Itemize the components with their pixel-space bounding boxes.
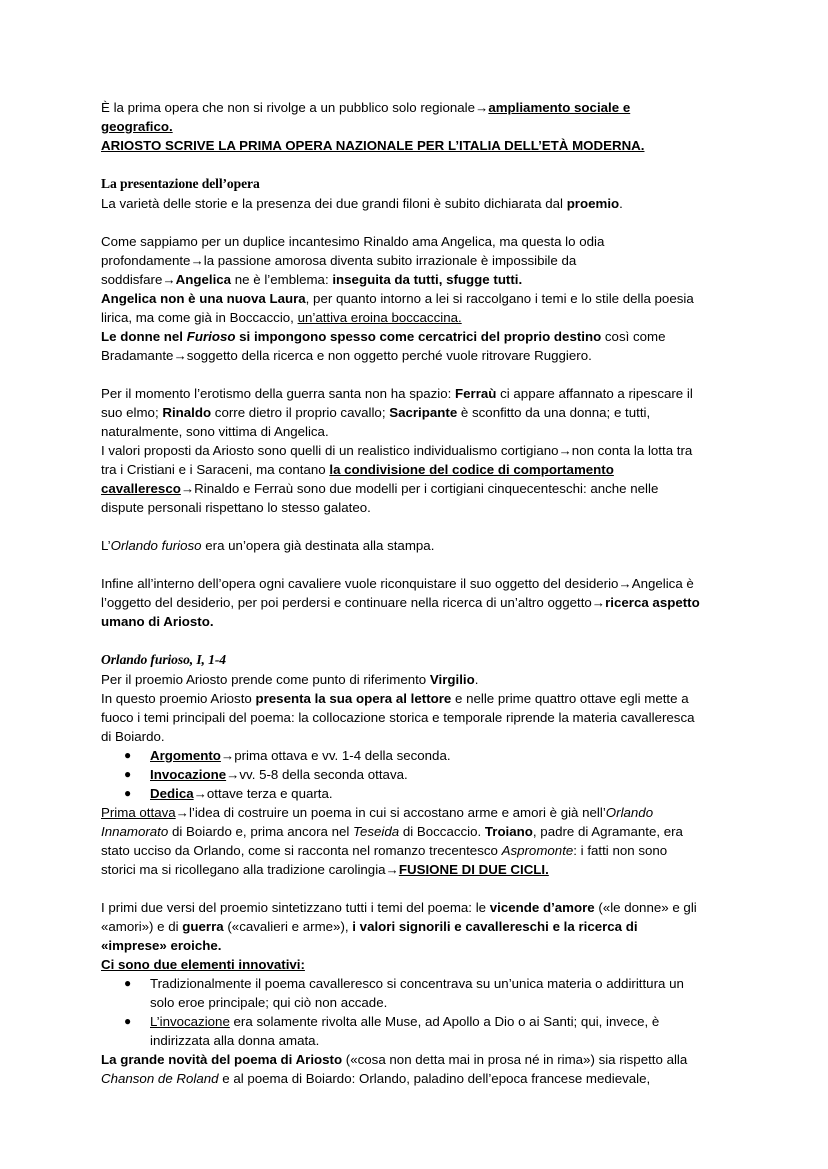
emphasis: La grande novità del poema di Ariosto [101,1052,343,1067]
list-item [150,784,333,803]
paragraph-line: dispute personali rispettano lo stesso galateo. [101,500,371,515]
text-run: era un’opera già destinata alla stampa. [201,538,435,553]
emphasis: Virgilio [429,672,475,687]
paragraph-line [101,803,653,822]
emphasis: Troiano [484,824,533,839]
text-run: →prima ottava e vv. 1-4 della seconda. [220,748,451,763]
text-run: tra i Cristiani e i Saraceni, ma contano [101,462,330,477]
intro-line-2: geografico. [101,119,173,134]
emphasis: si impongono spesso come cercatrici del proprio destino [235,329,602,344]
text-run: («cavalieri e arme»), [223,919,353,934]
text-run: →Rinaldo e Ferraù sono due modelli per i cortigiani cinquecenteschi: anche nelle [180,481,659,496]
italic-title: Chanson de Roland [101,1071,219,1086]
paragraph-line: Infine all’interno dell’opera ogni cavaliere vuole riconquistare il suo oggetto del desiderio→Angelica è [101,576,694,591]
list-item: Tradizionalmente il poema cavalleresco si concentrava su un’unica materia o addirittura un [150,976,684,991]
text-run: e nelle prime quattro ottave egli mette a [451,691,689,706]
emphasis: Furioso [186,329,236,344]
text-run: e al poema di Boiardo: Orlando, paladino dell’epoca francese medievale, [218,1071,651,1086]
emphasis: Le donne nel [101,329,187,344]
emphasis: ampliamento sociale e [488,100,631,115]
text-run: storici ma si ricollegano alla tradizione carolingia→ [101,862,399,877]
paragraph-line [101,327,666,346]
intro-statement: ARIOSTO SCRIVE LA PRIMA OPERA NAZIONALE PER L’ITALIA DELL’ETÀ MODERNA. [101,138,645,153]
emphasis: proemio [566,196,620,211]
text-run: («cosa non detta mai in prosa né in rima») sia rispetto alla [342,1052,688,1067]
text-run: I primi due versi del proemio sintetizzano tutti i temi del poema: le [101,900,490,915]
text-run: corre dietro il proprio cavallo; [211,405,390,420]
subheading: Ci sono due elementi innovativi: [101,957,305,972]
paragraph-line [101,194,623,213]
text-run: è sconfitto da una donna; e tutti, [457,405,651,420]
bullet-icon: ● [124,976,132,990]
list-item [150,765,408,784]
paragraph-line [101,460,614,479]
italic-title: Orlando furioso [110,538,202,553]
text-run: lirica, ma come già in Boccaccio, [101,310,298,325]
emphasis: inseguita da tutti, sfugge tutti. [332,272,523,287]
paragraph-line [101,898,697,917]
text-run: suo elmo; [101,405,163,420]
paragraph-line: profondamente→la passione amorosa diventa subito irrazionale è impossibile da [101,253,577,268]
text-run: La varietà delle storie e la presenza dei due grandi filoni è subito dichiarata dal [101,196,567,211]
emphasis: presenta la sua opera al lettore [255,691,452,706]
paragraph-line [101,479,658,498]
paragraph-line: Come sappiamo per un duplice incantesimo Rinaldo ama Angelica, ma questa lo odia [101,234,605,249]
text-run: («le donne» e gli [594,900,697,915]
paragraph-line [101,822,683,841]
emphasis: ricerca aspetto [605,595,700,610]
text-run: di Boiardo e, prima ancora nel [168,824,354,839]
italic-title: Teseida [353,824,400,839]
italic-title: Orlando [605,805,654,820]
text-run: era solamente rivolta alle Muse, ad Apollo a Dio o ai Santi; qui, invece, è [229,1014,660,1029]
emphasis: Angelica non è una nuova Laura [101,291,306,306]
text-run: . [474,672,479,687]
text-run: L’ [101,538,111,553]
text-run: stato ucciso da Orlando, come si racconta nel romanzo trecentesco [101,843,502,858]
text-run: →ottave terza e quarta. [193,786,333,801]
text-run: È la prima opera che non si rivolge a un pubblico solo regionale→ [101,100,489,115]
paragraph-line [101,536,434,555]
emphasis: Angelica [175,272,232,287]
paragraph-line [101,593,700,612]
paragraph-line [101,841,667,860]
list-item-continuation: indirizzata alla donna amata. [150,1033,320,1048]
bullet-icon: ● [124,1014,132,1028]
list-item [150,1012,659,1031]
text-run: ci appare affannato a ripescare il [496,386,693,401]
text-run: così come [601,329,666,344]
list-item-continuation: solo eroe principale; qui ciò non accade. [150,995,388,1010]
paragraph-line: naturalmente, sono vittima di Angelica. [101,424,329,439]
text-run: , per quanto intorno a lei si raccolgano i temi e lo stile della poesia [305,291,694,306]
paragraph-line [101,670,478,689]
text-run: In questo proemio Ariosto [101,691,256,706]
text-run: Per il proemio Ariosto prende come punto di riferimento [101,672,430,687]
text-run: , padre di Agramante, era [532,824,683,839]
text-run: di Boccaccio. [399,824,485,839]
section-heading: Orlando furioso, I, 1-4 [101,652,226,667]
paragraph-line [101,689,689,708]
underlined-text: Prima ottava [101,805,176,820]
paragraph-line: di Boiardo. [101,729,165,744]
paragraph-line [101,289,694,308]
section-heading: La presentazione dell’opera [101,176,260,191]
emphasis: FUSIONE DI DUE CICLI. [398,862,549,877]
emphasis: Ferraù [455,386,497,401]
emphasis: Rinaldo [162,405,212,420]
list-term: Argomento [150,748,221,763]
paragraph-line [101,1050,687,1069]
emphasis: guerra [182,919,224,934]
emphasis: Sacripante [389,405,458,420]
emphasis: cavalleresco [101,481,181,496]
paragraph-line: Bradamante→soggetto della ricerca e non oggetto perché vuole ritrovare Ruggiero. [101,348,592,363]
paragraph-line [101,308,462,327]
paragraph-line [101,1069,650,1088]
italic-title: Innamorato [101,824,169,839]
paragraph-line [101,403,650,422]
paragraph-line: I valori proposti da Ariosto sono quelli di un realistico individualismo cortigiano→non conta la lotta tra [101,443,693,458]
emphasis: vicende d’amore [489,900,595,915]
text-run: →vv. 5-8 della seconda ottava. [226,767,408,782]
emphasis: la condivisione del codice di comportamento [329,462,614,477]
list-term: Dedica [150,786,194,801]
bullet-icon: ● [124,767,132,781]
text-run: ne è l’emblema: [231,272,333,287]
text-run: soddisfare→ [101,272,176,287]
text-run: : i fatti non sono [573,843,668,858]
text-run: . [619,196,623,211]
paragraph-line: «imprese» eroiche. [101,938,222,953]
paragraph-line [101,860,549,879]
text-run: →l’idea di costruire un poema in cui si accostano arme e amori è già nell’ [175,805,606,820]
intro-line-1 [101,98,630,117]
paragraph-line [101,384,693,403]
paragraph-line: umano di Ariosto. [101,614,214,629]
emphasis: i valori signorili e cavallereschi e la ricerca di [352,919,638,934]
list-term: Invocazione [150,767,227,782]
bullet-icon: ● [124,786,132,800]
text-run: Per il momento l’erotismo della guerra santa non ha spazio: [101,386,456,401]
italic-title: Aspromonte [501,843,574,858]
bullet-icon: ● [124,748,132,762]
list-item [150,746,451,765]
paragraph-line [101,270,522,289]
text-run: l’oggetto del desiderio, per poi perdersi e continuare nella ricerca di un’altro oggetto→ [101,595,606,610]
text-run: «amori») e di [101,919,183,934]
paragraph-line [101,917,638,936]
paragraph-line: fuoco i temi principali del poema: la collocazione storica e temporale riprende la materia cavalleresca [101,710,695,725]
underlined-text: L’invocazione [150,1014,230,1029]
underlined-text: un’attiva eroina boccaccina. [297,310,462,325]
